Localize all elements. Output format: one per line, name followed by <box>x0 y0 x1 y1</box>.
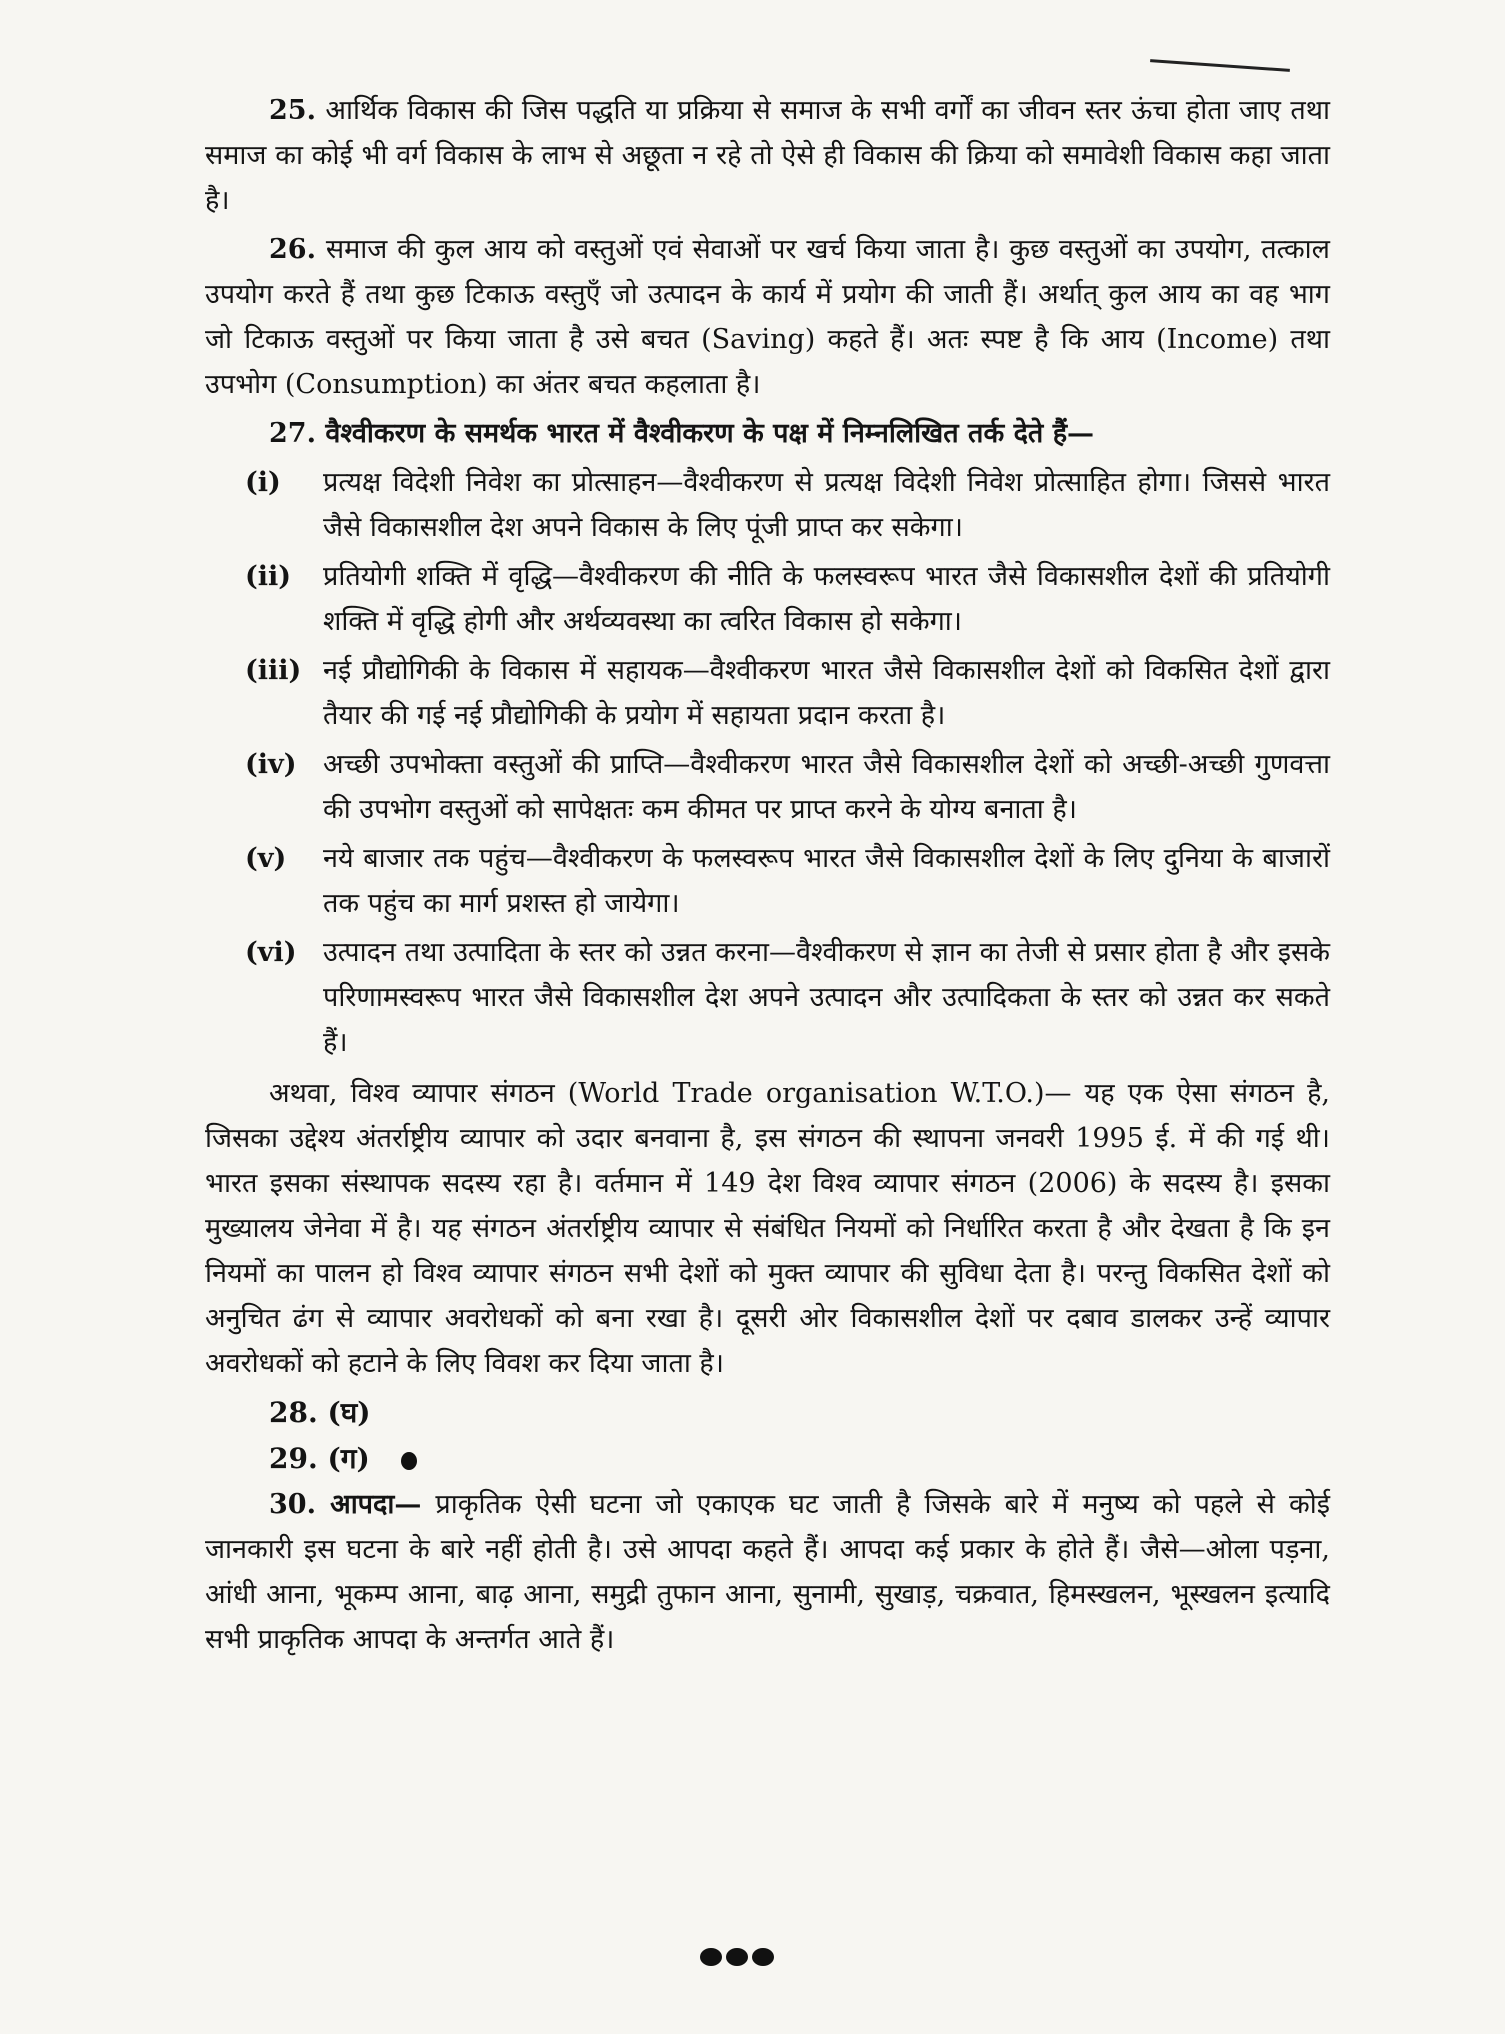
answer-option: (घ) <box>327 1396 371 1429</box>
intro-text: वैश्वीकरण के समर्थक भारत में वैश्वीकरण के पक्ष में निम्नलिखित तर्क देते हैं— <box>325 418 1095 449</box>
point-text: वैश्वीकरण के फलस्वरूप भारत जैसे विकासशील देशों के लिए दुनिया के बाजारों तक पहुंच का मार्ग प्रशस्त हो जायेगा। <box>323 843 1330 919</box>
point-number: (i) <box>245 467 281 498</box>
end-of-page-dots-icon <box>700 1948 774 1966</box>
ink-blot-icon <box>401 1452 417 1470</box>
answer-30 <box>205 1482 1330 1662</box>
list-item <box>205 460 1330 550</box>
answer-28 <box>205 1390 1330 1436</box>
question-number: 26. <box>269 234 316 265</box>
answer-text: आर्थिक विकास की जिस पद्धति या प्रक्रिया से समाज के सभी वर्गों का जीवन स्तर ऊंचा होता जाए तथा समाज का कोई भी वर्ग विकास के लाभ से अछूता न रहे तो ऐसे ही विकास की क्रिया को समावेशी विकास कहा जाता है। <box>205 95 1330 216</box>
question-number: 30. <box>269 1489 316 1520</box>
point-number: (iii) <box>245 655 302 686</box>
point-number: (iv) <box>245 749 297 780</box>
question-number: 25. <box>269 95 316 126</box>
list-item <box>205 648 1330 738</box>
argument-list <box>205 460 1330 1065</box>
scan-mark <box>1150 59 1290 72</box>
point-text: वैश्वीकरण से प्रत्यक्ष विदेशी निवेश प्रोत्साहित होगा। जिससे भारत जैसे विकासशील देश अपने विकास के लिए पूंजी प्राप्त कर सकेगा। <box>323 467 1330 543</box>
list-item <box>205 742 1330 832</box>
question-number: 28. <box>269 1396 318 1429</box>
point-text: वैश्वीकरण से ज्ञान का तेजी से प्रसार होता है और इसके परिणामस्वरूप भारत जैसे विकासशील देश अपने उत्पादन और उत्पादिकता के स्तर को उन्नत कर सकते हैं। <box>323 937 1330 1058</box>
point-title: प्रत्यक्ष विदेशी निवेश का प्रोत्साहन— <box>323 467 684 498</box>
alternative-text: यह एक ऐसा संगठन है, जिसका उद्देश्य अंतर्राष्ट्रीय व्यापार को उदार बनवाना है, इस संगठन की स्थापना जनवरी 1995 ई. में की गई थी। भारत इसका संस्थापक सदस्य रहा है। वर्तमान में 149 देश विश्व व्यापार संगठन (2006) के सदस्य है। इसका मुख्यालय जेनेवा में है। यह संगठन अंतर्राष्ट्रीय व्यापार से संबंधित नियमों को निर्धारित करता है और देखता है कि इन नियमों का पालन हो विश्व व्यापार संगठन सभी देशों को मुक्त व्यापार की सुविधा देता है। परन्तु विकसित देशों को अनुचित ढंग से व्यापार अवरोधकों को बना रखा है। दूसरी ओर विकासशील देशों पर दबाव डालकर उन्हें व्यापार अवरोधकों को हटाने के लिए विवश कर दिया जाता है। <box>205 1078 1330 1379</box>
point-text: वैश्वीकरण भारत जैसे विकासशील देशों को अच्छी-अच्छी गुणवत्ता की उपभोग वस्तुओं को सापेक्षतः कम कीमत पर प्राप्त करने के योग्य बनाता है। <box>323 749 1330 825</box>
point-text: वैश्वीकरण भारत जैसे विकासशील देशों को विकसित देशों द्वारा तैयार की गई नई प्रौद्योगिकी के प्रयोग में सहायता प्रदान करता है। <box>323 655 1330 731</box>
point-title: अच्छी उपभोक्ता वस्तुओं की प्राप्ति— <box>323 749 691 780</box>
answer-text: प्राकृतिक ऐसी घटना जो एकाएक घट जाती है जिसके बारे में मनुष्य को पहले से कोई जानकारी इस घटना के बारे नहीं होती है। उसे आपदा कहते हैं। आपदा कई प्रकार के होते हैं। जैसे—ओला पड़ना, आंधी आना, भूकम्प आना, बाढ़ आना, समुद्री तुफान आना, सुनामी, सुखाड़, चक्रवात, हिमस्खलन, भूस्खलन इत्यादि सभी प्राकृतिक आपदा के अन्तर्गत आते हैं। <box>205 1489 1330 1655</box>
answer-text: समाज की कुल आय को वस्तुओं एवं सेवाओं पर खर्च किया जाता है। कुछ वस्तुओं का उपयोग, तत्काल उपयोग करते हैं तथा कुछ टिकाऊ वस्तुएँ जो उत्पादन के कार्य में प्रयोग की जाती हैं। अर्थात् कुल आय का वह भाग जो टिकाऊ वस्तुओं पर किया जाता है उसे बचत (Saving) कहते हैं। अतः स्पष्ट है कि आय (Income) तथा उपभोग (Consumption) का अंतर बचत कहलाता है। <box>205 234 1330 400</box>
list-item <box>205 836 1330 926</box>
answer-25 <box>205 88 1330 223</box>
point-text: वैश्वीकरण की नीति के फलस्वरूप भारत जैसे विकासशील देशों की प्रतियोगी शक्ति में वृद्धि होगी और अर्थव्यवस्था का त्वरित विकास हो सकेगा। <box>323 561 1330 637</box>
question-number: 27. <box>269 418 316 449</box>
answer-title: आपदा— <box>330 1489 422 1520</box>
answer-27-alternative <box>205 1071 1330 1386</box>
point-title: नये बाजार तक पहुंच— <box>323 843 553 874</box>
point-title: नई प्रौद्योगिकी के विकास में सहायक— <box>323 655 710 686</box>
list-item <box>205 554 1330 644</box>
point-number: (ii) <box>245 561 292 592</box>
question-number: 29. <box>269 1442 318 1475</box>
point-number: (vi) <box>245 937 297 968</box>
point-title: उत्पादन तथा उत्पादिता के स्तर को उन्नत करना— <box>323 937 796 968</box>
point-number: (v) <box>245 843 287 874</box>
answer-29 <box>205 1436 1330 1482</box>
alternative-title: अथवा, विश्व व्यापार संगठन (World Trade organisation W.T.O.)— <box>269 1078 1072 1109</box>
answer-option: (ग) <box>327 1442 370 1475</box>
answer-27-intro <box>205 411 1330 456</box>
point-title: प्रतियोगी शक्ति में वृद्धि— <box>323 561 580 592</box>
list-item <box>205 930 1330 1065</box>
answer-26 <box>205 227 1330 407</box>
